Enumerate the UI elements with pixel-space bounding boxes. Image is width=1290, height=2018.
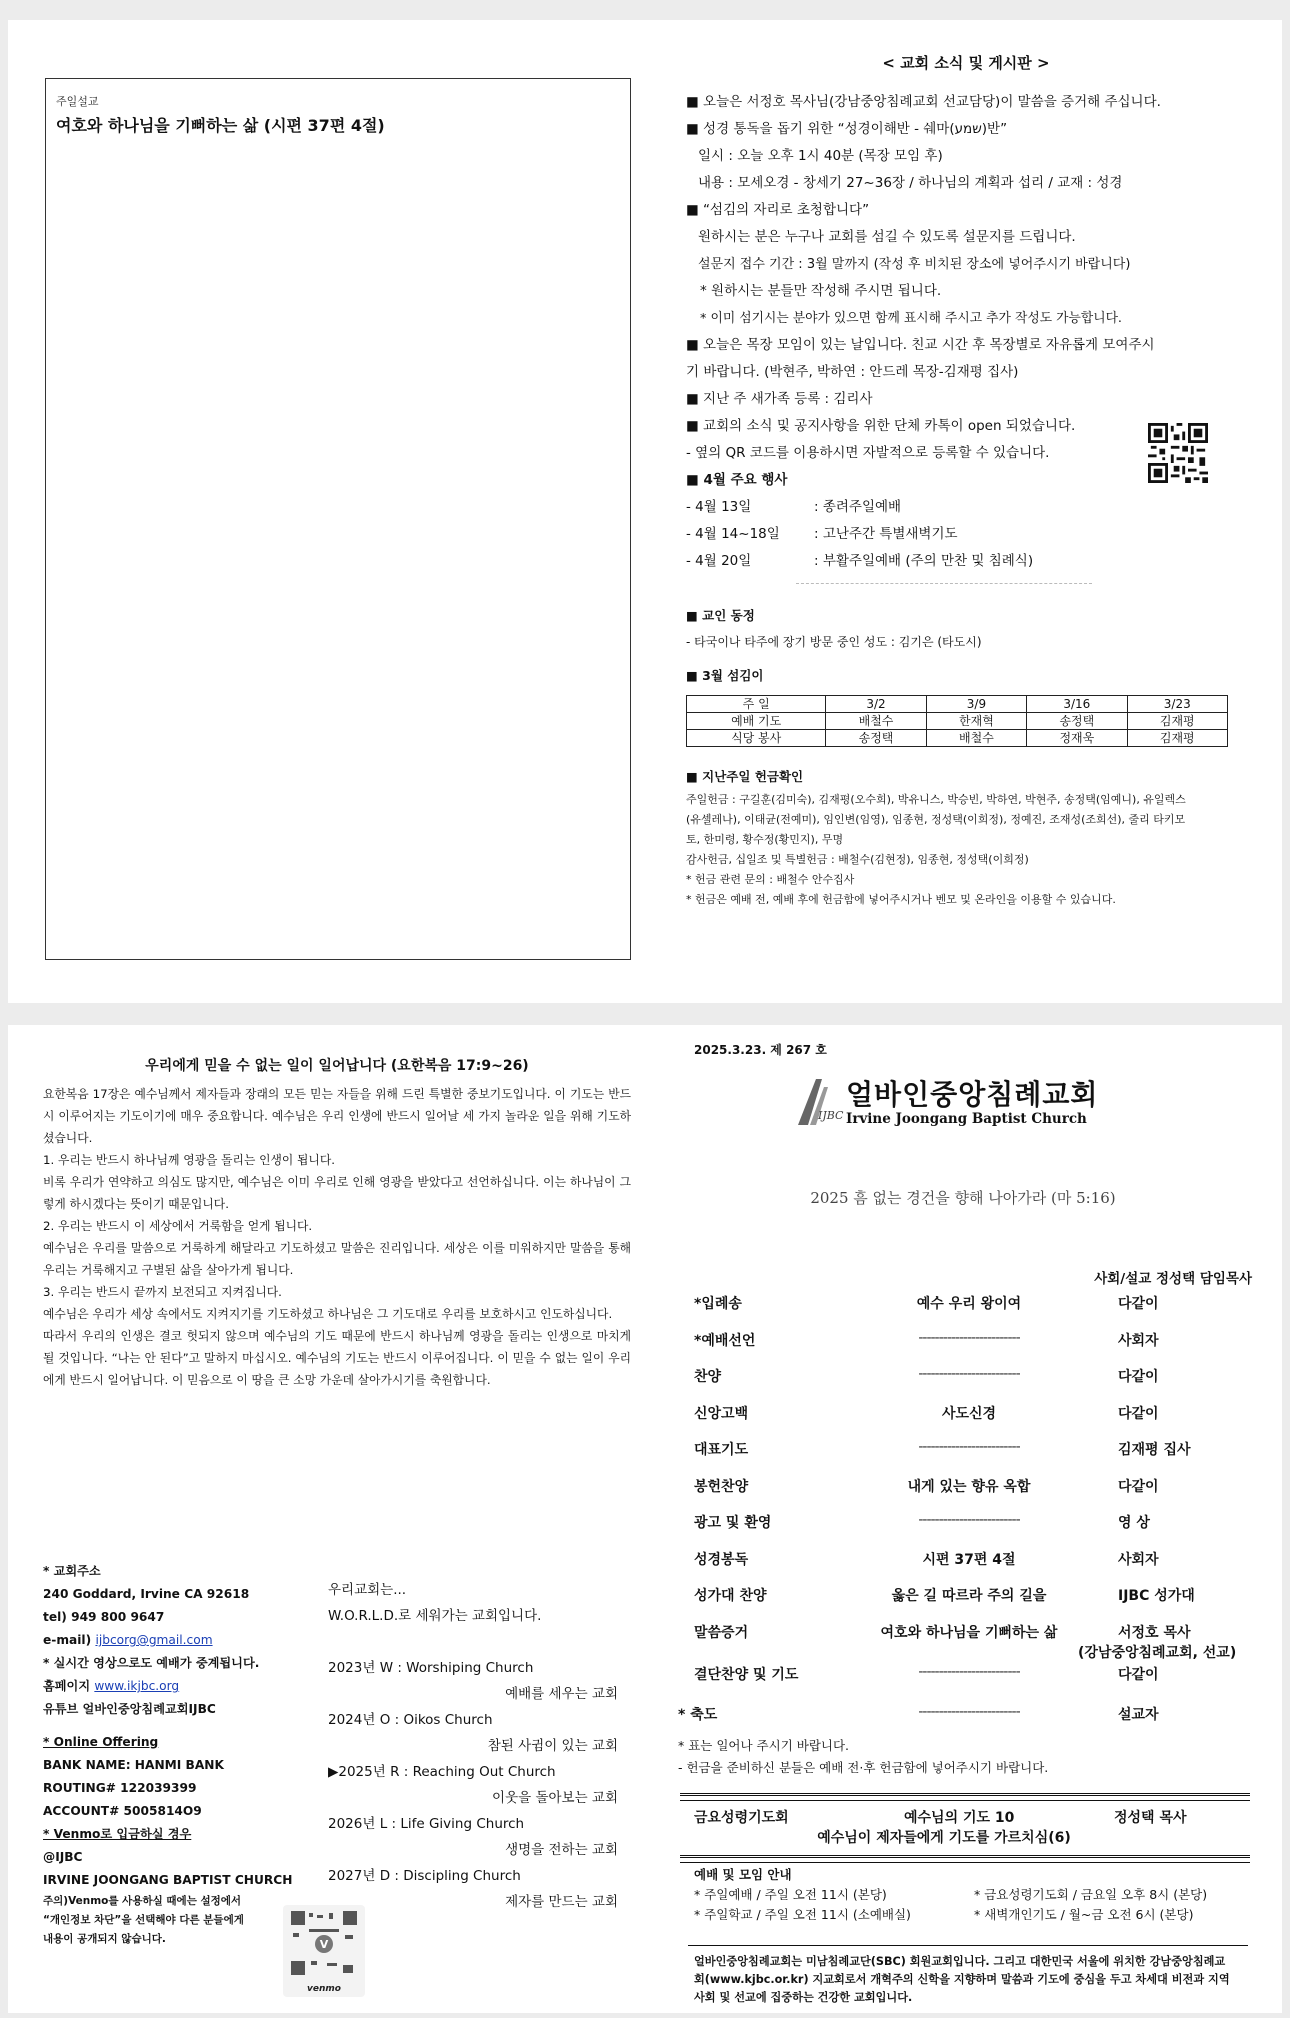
services-row — [694, 1885, 1254, 1905]
double-rule — [680, 1793, 1250, 1801]
devotional-paragraph: 예수님은 우리가 세상 속에서도 지켜지기를 기도하셨고 하나님은 그 기도대로 우리를 보호하시고 인도하십니다. — [43, 1307, 613, 1321]
order-item: 말씀증거 — [694, 1624, 749, 1641]
order-row — [694, 1293, 1254, 1330]
prayer-row — [694, 1807, 1234, 1827]
vision-desc: 참된 사귐이 있는 교회 — [487, 1738, 618, 1754]
dashed-divider — [796, 583, 1092, 584]
order-item: 찬양 — [694, 1369, 722, 1385]
order-content: 시편 37편 4절 — [922, 1551, 1016, 1568]
table-cell: 한재혁 — [926, 713, 1026, 730]
order-item: * 축도 — [678, 1706, 718, 1723]
church-name-korean: 얼바인중앙침례교회 — [846, 1078, 1099, 1111]
homepage-link[interactable]: www.ikjbc.org — [94, 1679, 180, 1693]
service-item: * 주일학교 / 주일 오전 11시 (소예배실) — [694, 1907, 911, 1922]
event-date: - 4월 14~18일 — [686, 526, 780, 542]
table-cell: 3/2 — [826, 696, 926, 713]
year-motto: 2025 흠 없는 경건을 향해 나아가라 (마 5:16) — [810, 1189, 1116, 1207]
venmo-note: 주의)Venmo를 사용하실 때에는 설정에서 — [43, 1895, 242, 1907]
devotional — [43, 1055, 631, 1391]
services-row — [694, 1905, 1254, 1925]
service-item: * 금요성령기도회 / 금요일 오후 8시 (본당) — [974, 1887, 1208, 1902]
order-row — [694, 1366, 1254, 1403]
order-item: 신앙고백 — [694, 1405, 749, 1422]
venmo-note: 내용이 공개되지 않습니다. — [43, 1933, 166, 1945]
devotional-paragraph: 1. 우리는 반드시 하나님께 영광을 돌리는 인생이 됩니다. — [43, 1153, 335, 1167]
table-cell: 김재평 — [1127, 713, 1227, 730]
news-line: 기 바랍니다. (박현주, 박하연 : 안드레 목장-김재평 집사) — [686, 364, 1019, 380]
table-row — [687, 730, 1228, 747]
order-row — [694, 1549, 1254, 1586]
order-row — [694, 1585, 1254, 1622]
order-who: IJBC 성가대 — [1118, 1588, 1195, 1604]
order-content: 옳은 길 따르라 주의 길을 — [891, 1588, 1047, 1604]
account: ACCOUNT# 5005814O9 — [43, 1804, 202, 1818]
vision-desc: 제자를 만드는 교회 — [505, 1894, 618, 1910]
event-date: - 4월 13일 — [686, 499, 752, 515]
homepage-row — [43, 1675, 293, 1698]
venmo-id: @IJBC — [43, 1850, 83, 1864]
order-who: 설교자 — [1118, 1706, 1159, 1723]
order-row — [694, 1330, 1254, 1367]
order-content: 내게 있는 향유 옥합 — [907, 1478, 1031, 1495]
email-label: e-mail) — [43, 1633, 92, 1647]
church-name-english: Irvine Joongang Baptist Church — [846, 1111, 1087, 1127]
vision-desc: 생명을 전하는 교회 — [505, 1842, 618, 1858]
members-line: - 타국이나 타주에 장기 방문 중인 성도 : 김기은 (타도시) — [686, 635, 982, 649]
table-cell: 3/23 — [1127, 696, 1227, 713]
order-who-detail: (강남중앙침례교회, 선교) — [1078, 1644, 1237, 1661]
order-content: 예수 우리 왕이여 — [916, 1296, 1022, 1312]
offering-line: 주일헌금 : 구길훈(김미숙), 김재평(오수희), 박유니스, 박승빈, 박하연, 박현주, 송정택(임예니), 유일렉스 — [686, 793, 1186, 806]
event-row — [686, 548, 1246, 575]
phone: tel) 949 800 9647 — [43, 1610, 165, 1624]
devotional-paragraph: 비록 우리가 연약하고 의심도 많지만, 예수님은 이미 우리로 인해 영광을 받았다고 선언하십니다. 이는 하나님이 그렇게 하시겠다는 뜻이기 때문입니다. — [43, 1175, 631, 1211]
vision-year: 2023년 W : Worshiping Church — [328, 1660, 534, 1676]
event-date: - 4월 20일 — [686, 553, 752, 569]
order-of-service — [678, 1293, 1254, 1740]
news-line: - 옆의 QR 코드를 이용하시면 자발적으로 등록할 수 있습니다. — [686, 445, 1050, 461]
table-cell: 배철수 — [926, 730, 1026, 747]
venmo-logo-text: venmo — [307, 1984, 341, 1994]
news-line: 내용 : 모세오경 - 창세기 27~36장 / 하나님의 계획과 섭리 / 교재 : 성경 — [698, 175, 1123, 191]
offering-line: * 헌금은 예배 전, 예배 후에 헌금함에 넣어주시거나 벤모 및 온라인을 이용할 수 있습니다. — [686, 893, 1116, 906]
order-who: 다같이 — [1118, 1666, 1159, 1683]
news-line: 원하시는 분은 누구나 교회를 섬길 수 있도록 설문지를 드립니다. — [698, 229, 1076, 245]
offering-header: ■ 지난주일 헌금확인 — [686, 769, 804, 784]
service-item: * 주일예배 / 주일 오전 11시 (본당) — [694, 1887, 887, 1902]
table-cell: 예배 기도 — [687, 713, 826, 730]
vision-year: 2027년 D : Discipling Church — [328, 1868, 521, 1884]
online-offering-header: * Online Offering — [43, 1735, 159, 1749]
order-who: 영 상 — [1118, 1515, 1150, 1531]
service-table — [686, 695, 1228, 747]
venmo-note: “개인정보 차단”을 선택해야 다른 분들에게 — [43, 1914, 244, 1926]
vision-year: ▶2025년 R : Reaching Out Church — [328, 1764, 556, 1780]
offering-line: * 헌금 관련 문의 : 배철수 안수집사 — [686, 873, 855, 886]
order-who: 다같이 — [1118, 1478, 1159, 1495]
church-info — [43, 1560, 293, 1949]
order-who: 서정호 목사 — [1118, 1624, 1191, 1641]
table-cell: 배철수 — [826, 713, 926, 730]
vision-intro: W.O.R.L.D.로 세워가는 교회입니다. — [328, 1608, 542, 1624]
issue-number: 2025.3.23. 제 267 호 — [694, 1043, 827, 1057]
news-line: ■ “섬김의 자리로 초청합니다” — [686, 202, 870, 218]
prayer-series: 예수님의 기도 10 — [904, 1810, 1015, 1826]
table-cell: 3/16 — [1027, 696, 1127, 713]
news-line: ■ 오늘은 목장 모임이 있는 날입니다. 친교 시간 후 목장별로 자유롭게 모여주시 — [686, 337, 1155, 353]
devotional-paragraph: 3. 우리는 반드시 끝까지 보전되고 지켜집니다. — [43, 1285, 282, 1299]
order-row — [694, 1403, 1254, 1440]
table-cell: 3/9 — [926, 696, 1026, 713]
bank-name: BANK NAME: HANMI BANK — [43, 1758, 224, 1772]
devotional-paragraph: 요한복음 17장은 예수님께서 제자들과 장래의 모든 믿는 자들을 위해 드린 특별한 중보기도입니다. 이 기도는 반드시 이루어지는 기도이기에 매우 중요합니다. 예수님은 우리 인생에 반드시 일어날 세 가지 놀라운 일을 위해 기도하셨습니다. — [43, 1087, 631, 1145]
worship-leader: 사회/설교 정성택 담임목사 — [1094, 1271, 1252, 1287]
table-cell: 김재평 — [1127, 730, 1227, 747]
order-content: ------------------------- — [918, 1329, 1020, 1346]
event-desc: : 고난주간 특별새벽기도 — [814, 526, 958, 542]
venmo-header: * Venmo로 입금하실 경우 — [43, 1827, 192, 1841]
order-who: 다같이 — [1118, 1405, 1159, 1422]
news-line: ■ 교회의 소식 및 공지사항을 위한 단체 카톡이 open 되었습니다. — [686, 418, 1076, 434]
youtube: 유튜브 얼바인중앙침례교회IJBC — [43, 1702, 216, 1716]
news-line: ■ 오늘은 서정호 목사님(강남중앙침례교회 선교담당)이 말씀을 증거해 주십니다. — [686, 94, 1161, 110]
note-line: - 헌금을 준비하신 분들은 예배 전·후 헌금함에 넣어주시기 바랍니다. — [678, 1760, 1049, 1775]
order-item: 봉헌찬양 — [694, 1478, 749, 1495]
svg-text:V: V — [319, 1938, 329, 1951]
order-item: 성가대 찬양 — [694, 1588, 767, 1604]
address: 240 Goddard, Irvine CA 92618 — [43, 1587, 250, 1601]
table-cell: 주 일 — [687, 696, 826, 713]
order-item: 결단찬양 및 기도 — [694, 1666, 799, 1683]
order-item: 성경봉독 — [694, 1551, 749, 1568]
services-guide — [694, 1865, 1254, 1925]
friday-prayer — [694, 1807, 1234, 1847]
table-cell: 정재욱 — [1027, 730, 1127, 747]
services-header: 예배 및 모임 안내 — [694, 1867, 792, 1882]
news-line: 설문지 접수 기간 : 3월 말까지 (작성 후 비치된 장소에 넣어주시기 바랍니다) — [698, 257, 1131, 272]
order-content: ------------------------- — [918, 1439, 1020, 1455]
order-row — [694, 1439, 1254, 1476]
sermon-title: 여호와 하나님을 기뻐하는 삶 (시편 37편 4절) — [56, 116, 385, 135]
order-who: 사회자 — [1118, 1551, 1159, 1568]
table-cell: 송정택 — [826, 730, 926, 747]
vision-desc: 예배를 세우는 교회 — [505, 1686, 618, 1702]
offering-line: (유셀레나), 이태균(전예미), 임인변(임영), 임종현, 정성택(이희정), 정예진, 조재성(조희선), 줄리 타키모 — [686, 813, 1186, 826]
email-link[interactable]: ijbcorg@gmail.com — [95, 1633, 213, 1647]
venmo-name: IRVINE JOONGANG BAPTIST CHURCH — [43, 1873, 293, 1887]
devotional-paragraph: 예수님은 우리를 말씀으로 거룩하게 해달라고 기도하셨고 말씀은 진리입니다. 세상은 이를 미워하지만 말씀을 통해 우리는 거룩해지고 구별된 삶을 살아가게 됩니다. — [43, 1241, 631, 1277]
kakao-qr-code[interactable] — [1148, 423, 1208, 483]
venmo-qr-code[interactable] — [283, 1905, 365, 1997]
church-description: 얼바인중앙침례교회는 미남침례교단(SBC) 회원교회입니다. 그리고 대한민국 서울에 위치한 강남중앙침례교회(www.kjbc.or.kr) 지교회로서 개혁주의 신학을 지향하며 말씀과 기도에 중심을 두고 차세대 비전과 지역사회 및 선교에 집중하는 건강한 교회입니다. — [694, 1955, 1230, 2004]
table-header-row — [687, 696, 1228, 713]
order-item: 대표기도 — [694, 1442, 749, 1458]
double-rule — [680, 1855, 1250, 1863]
offering-line: 감사헌금, 십일조 및 특별헌금 : 배철수(김현정), 임종현, 정성택(이희정) — [686, 853, 1029, 866]
news-line: 일시 : 오늘 오후 1시 40분 (목장 모임 후) — [698, 148, 943, 164]
prayer-title: 금요성령기도회 — [694, 1810, 789, 1826]
order-content: 사도신경 — [941, 1405, 997, 1422]
order-who: 다같이 — [1118, 1296, 1159, 1312]
order-content: ------------------------- — [918, 1512, 1020, 1528]
offering-line: 토, 한미령, 황수정(황민지), 무명 — [686, 833, 844, 846]
sermon-notes-box — [45, 78, 631, 960]
news-line: * 이미 섬기시는 분야가 있으면 함께 표시해 주시고 추가 작성도 가능합니다. — [700, 311, 1122, 326]
order-item: *예배선언 — [694, 1332, 756, 1349]
order-row — [694, 1622, 1254, 1642]
prayer-subtitle: 예수님이 제자들에게 기도를 가르치심(6) — [817, 1830, 1071, 1846]
devotional-title: 우리에게 믿을 수 없는 일이 일어납니다 (요한복음 17:9~26) — [145, 1058, 529, 1074]
church-vision — [328, 1577, 628, 1915]
event-desc: : 부활주일예배 (주의 만찬 및 침례식) — [814, 553, 1034, 569]
footer-rule — [688, 1945, 1248, 1946]
members-header: ■ 교인 동정 — [686, 608, 755, 623]
news-line: * 원하시는 분들만 작성해 주시면 됩니다. — [700, 283, 942, 299]
vision-year: 2024년 O : Oikos Church — [328, 1712, 493, 1728]
vision-desc: 이웃을 돌아보는 교회 — [492, 1790, 618, 1806]
email-row — [43, 1629, 293, 1652]
order-content: ------------------------- — [918, 1703, 1020, 1720]
order-row — [694, 1642, 1254, 1664]
news-line: ■ 지난 주 새가족 등록 : 김리사 — [686, 391, 873, 407]
order-content: 여호와 하나님을 기뻐하는 삶 — [880, 1624, 1058, 1641]
note-line: * 표는 일어나 주시기 바랍니다. — [678, 1738, 850, 1753]
table-cell: 송정택 — [1027, 713, 1127, 730]
news-line: ■ 4월 주요 행사 — [686, 472, 788, 488]
vision-year: 2026년 L : Life Giving Church — [328, 1816, 525, 1832]
order-content: ------------------------- — [918, 1366, 1020, 1382]
sermon-label: 주일설교 — [56, 95, 99, 108]
svg-text:IJBC: IJBC — [818, 1109, 844, 1122]
devotional-paragraph: 따라서 우리의 인생은 결코 헛되지 않으며 예수님의 기도 때문에 반드시 하나님께 영광을 돌리는 인생으로 마치게 될 것입니다. “나는 안 된다”고 말하지 마십시오. 예수님의 기도는 반드시 이루어집니다. 이 믿을 수 없는 일이 우리에게 반드시 일어납니다. 이 믿음으로 이 땅을 큰 소망 가운데 살아가시기를 축원합니다. — [43, 1329, 631, 1387]
order-who: 다같이 — [1118, 1369, 1159, 1385]
routing: ROUTING# 122039399 — [43, 1781, 197, 1795]
service-item: * 새벽개인기도 / 월~금 오전 6시 (본당) — [974, 1907, 1194, 1922]
order-item: *입례송 — [694, 1296, 742, 1312]
address-header: * 교회주소 — [43, 1564, 101, 1578]
news-line: ■ 성경 통독을 돕기 위한 “성경이해반 - 쉐마(שמע)반” — [686, 121, 1008, 137]
order-item: 광고 및 환영 — [694, 1515, 772, 1531]
event-desc: : 종려주일예배 — [814, 499, 902, 515]
homepage-label: 홈페이지 — [43, 1679, 91, 1693]
bulletin-page-inside — [8, 20, 1282, 1003]
bulletin-page-outside — [8, 1025, 1282, 2013]
order-who: 사회자 — [1118, 1332, 1159, 1349]
vision-intro: 우리교회는... — [328, 1582, 407, 1598]
order-content: ------------------------- — [918, 1663, 1020, 1680]
event-row — [686, 521, 1246, 548]
order-row — [694, 1512, 1254, 1549]
order-notes — [678, 1735, 1048, 1779]
devotional-paragraph: 2. 우리는 반드시 이 세상에서 거룩함을 얻게 됩니다. — [43, 1219, 313, 1233]
order-who: 김재평 집사 — [1118, 1442, 1191, 1458]
service-header: ■ 3월 섬김이 — [686, 668, 764, 683]
order-row — [694, 1476, 1254, 1513]
live-header: * 실시간 영상으로도 예배가 중계됩니다. — [43, 1656, 260, 1670]
order-row — [694, 1664, 1254, 1704]
prayer-speaker: 정성택 목사 — [1114, 1810, 1187, 1826]
event-row — [686, 494, 1246, 521]
table-cell: 식당 봉사 — [687, 730, 826, 747]
table-row — [687, 713, 1228, 730]
news-header: < 교회 소식 및 게시판 > — [882, 54, 1050, 72]
church-logo-icon — [788, 1073, 848, 1133]
